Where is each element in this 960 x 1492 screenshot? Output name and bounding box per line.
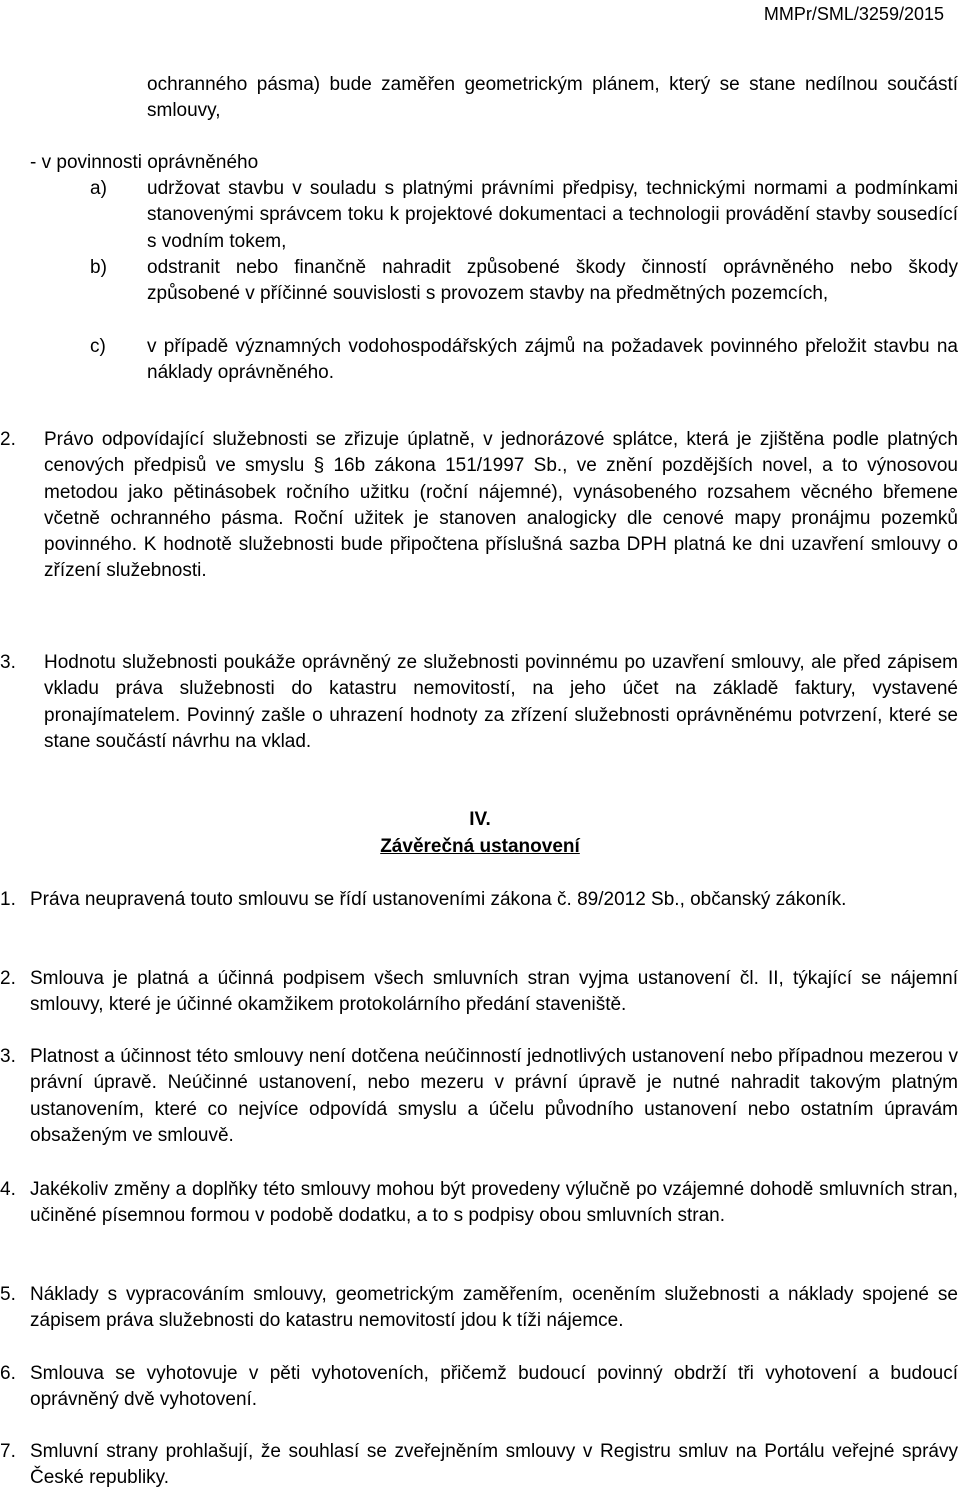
section-paragraph-text: Právo odpovídající služebnosti se zřizuje úplatně, v jednorázové splátce, která je zjištěna podle platných cenových předpisů ve smyslu § 16b zákona 151/1997 Sb., ve znění pozdějších novel, a to výnosovou metodou jako pětinásobek ročního užitku (roční nájemné), vynásobeného rozsahem věcného břemene včetně ochranného pásma. Roční užitek je stanoven analogicky dle cenové mapy pronájmu pozemků povinného. K hodnotě služebnosti bude připočtena příslušná sazba DPH platná ke dni uzavření smlouvy o zřízení služebnosti. — [44, 429, 958, 582]
section-paragraph-number: 2. — [0, 429, 16, 450]
provision-text: Smluvní strany prohlašují, že souhlasí se zveřejněním smlouvy v Registru smluv na Portálu veřejné správy České republiky. — [30, 1441, 958, 1489]
duty-text-b: odstranit nebo finančně nahradit způsobené škody činností oprávněného nebo škody způsobené v příčinné souvislosti s provozem stavby na předmětných pozemcích, — [147, 257, 958, 305]
document-reference: MMPr/SML/3259/2015 — [763, 4, 944, 24]
provision-number: 6. — [0, 1363, 16, 1384]
provision-text: Platnost a účinnost této smlouvy není dotčena neúčinností jednotlivých ustanovení nebo případnou mezerou v právní úpravě. Neúčinné ustanovení, nebo mezeru v právní úpravě je nutné nahradit takovým platným ustanovením, které co nejvíce odpovídá smyslu a účelu původního ustanovení nebo ostatním úpravám obsaženým ve smlouvě. — [30, 1046, 958, 1146]
duty-letter-c: c) — [90, 336, 106, 357]
provision-number: 4. — [0, 1179, 16, 1200]
section-paragraph-number: 3. — [0, 652, 16, 673]
provision-text: Práva neupravená touto smlouvu se řídí ustanoveními zákona č. 89/2012 Sb., občanský zákoník. — [30, 889, 847, 910]
duties-heading: - v povinnosti oprávněného — [30, 152, 259, 173]
duty-text-c: v případě významných vodohospodářských zájmů na požadavek povinného přeložit stavbu na náklady oprávněného. — [147, 336, 958, 384]
provision-number: 2. — [0, 968, 16, 989]
duty-letter-b: b) — [90, 257, 107, 278]
provision-text: Jakékoliv změny a doplňky této smlouvy mohou být provedeny výlučně po vzájemné dohodě smluvních stran, učiněné písemnou formou v podobě dodatku, a to s podpisy obou smluvních stran. — [30, 1179, 958, 1227]
section-paragraph-text: Hodnotu služebnosti poukáže oprávněný ze služebnosti povinnému po uzavření smlouvy, ale před zápisem vkladu práva služebnosti do katastru nemovitostí, na jeho účet na základě faktury, vystavené pronajímatelem. Povinný zašle o uhrazení hodnoty za zřízení služebnosti oprávněnému potvrzení, které se stane součástí návrhu na vklad. — [44, 652, 958, 752]
duty-text-a: udržovat stavbu v souladu s platnými právními předpisy, technickými normami a podmínkami stanovenými správcem toku k projektové dokumentaci a technologii provádění stavby sousedící s vodním tokem, — [147, 178, 958, 252]
duty-letter-a: a) — [90, 178, 107, 199]
provision-text: Smlouva se vyhotovuje v pěti vyhotoveních, přičemž budoucí povinný obdrží tři vyhotovení a budoucí oprávněný dvě vyhotovení. — [30, 1363, 958, 1411]
provision-number: 1. — [0, 889, 16, 910]
chapter-title: Závěrečná ustanovení — [380, 836, 580, 857]
provision-text: Náklady s vypracováním smlouvy, geometrickým zaměřením, oceněním služebnosti a náklady spojené se zápisem práva služebnosti do katastru nemovitostí jdou k tíži nájemce. — [30, 1284, 958, 1332]
provision-text: Smlouva je platná a účinná podpisem všech smluvních stran vyjma ustanovení čl. II, týkající se nájemní smlouvy, které je účinné okamžikem protokolárního předání staveniště. — [30, 968, 958, 1016]
continuation-paragraph: ochranného pásma) bude zaměřen geometrickým plánem, který se stane nedílnou součástí smlouvy, — [147, 74, 958, 122]
provision-number: 5. — [0, 1284, 16, 1305]
provision-number: 3. — [0, 1046, 16, 1067]
provision-number: 7. — [0, 1441, 16, 1462]
chapter-numeral: IV. — [469, 809, 491, 830]
